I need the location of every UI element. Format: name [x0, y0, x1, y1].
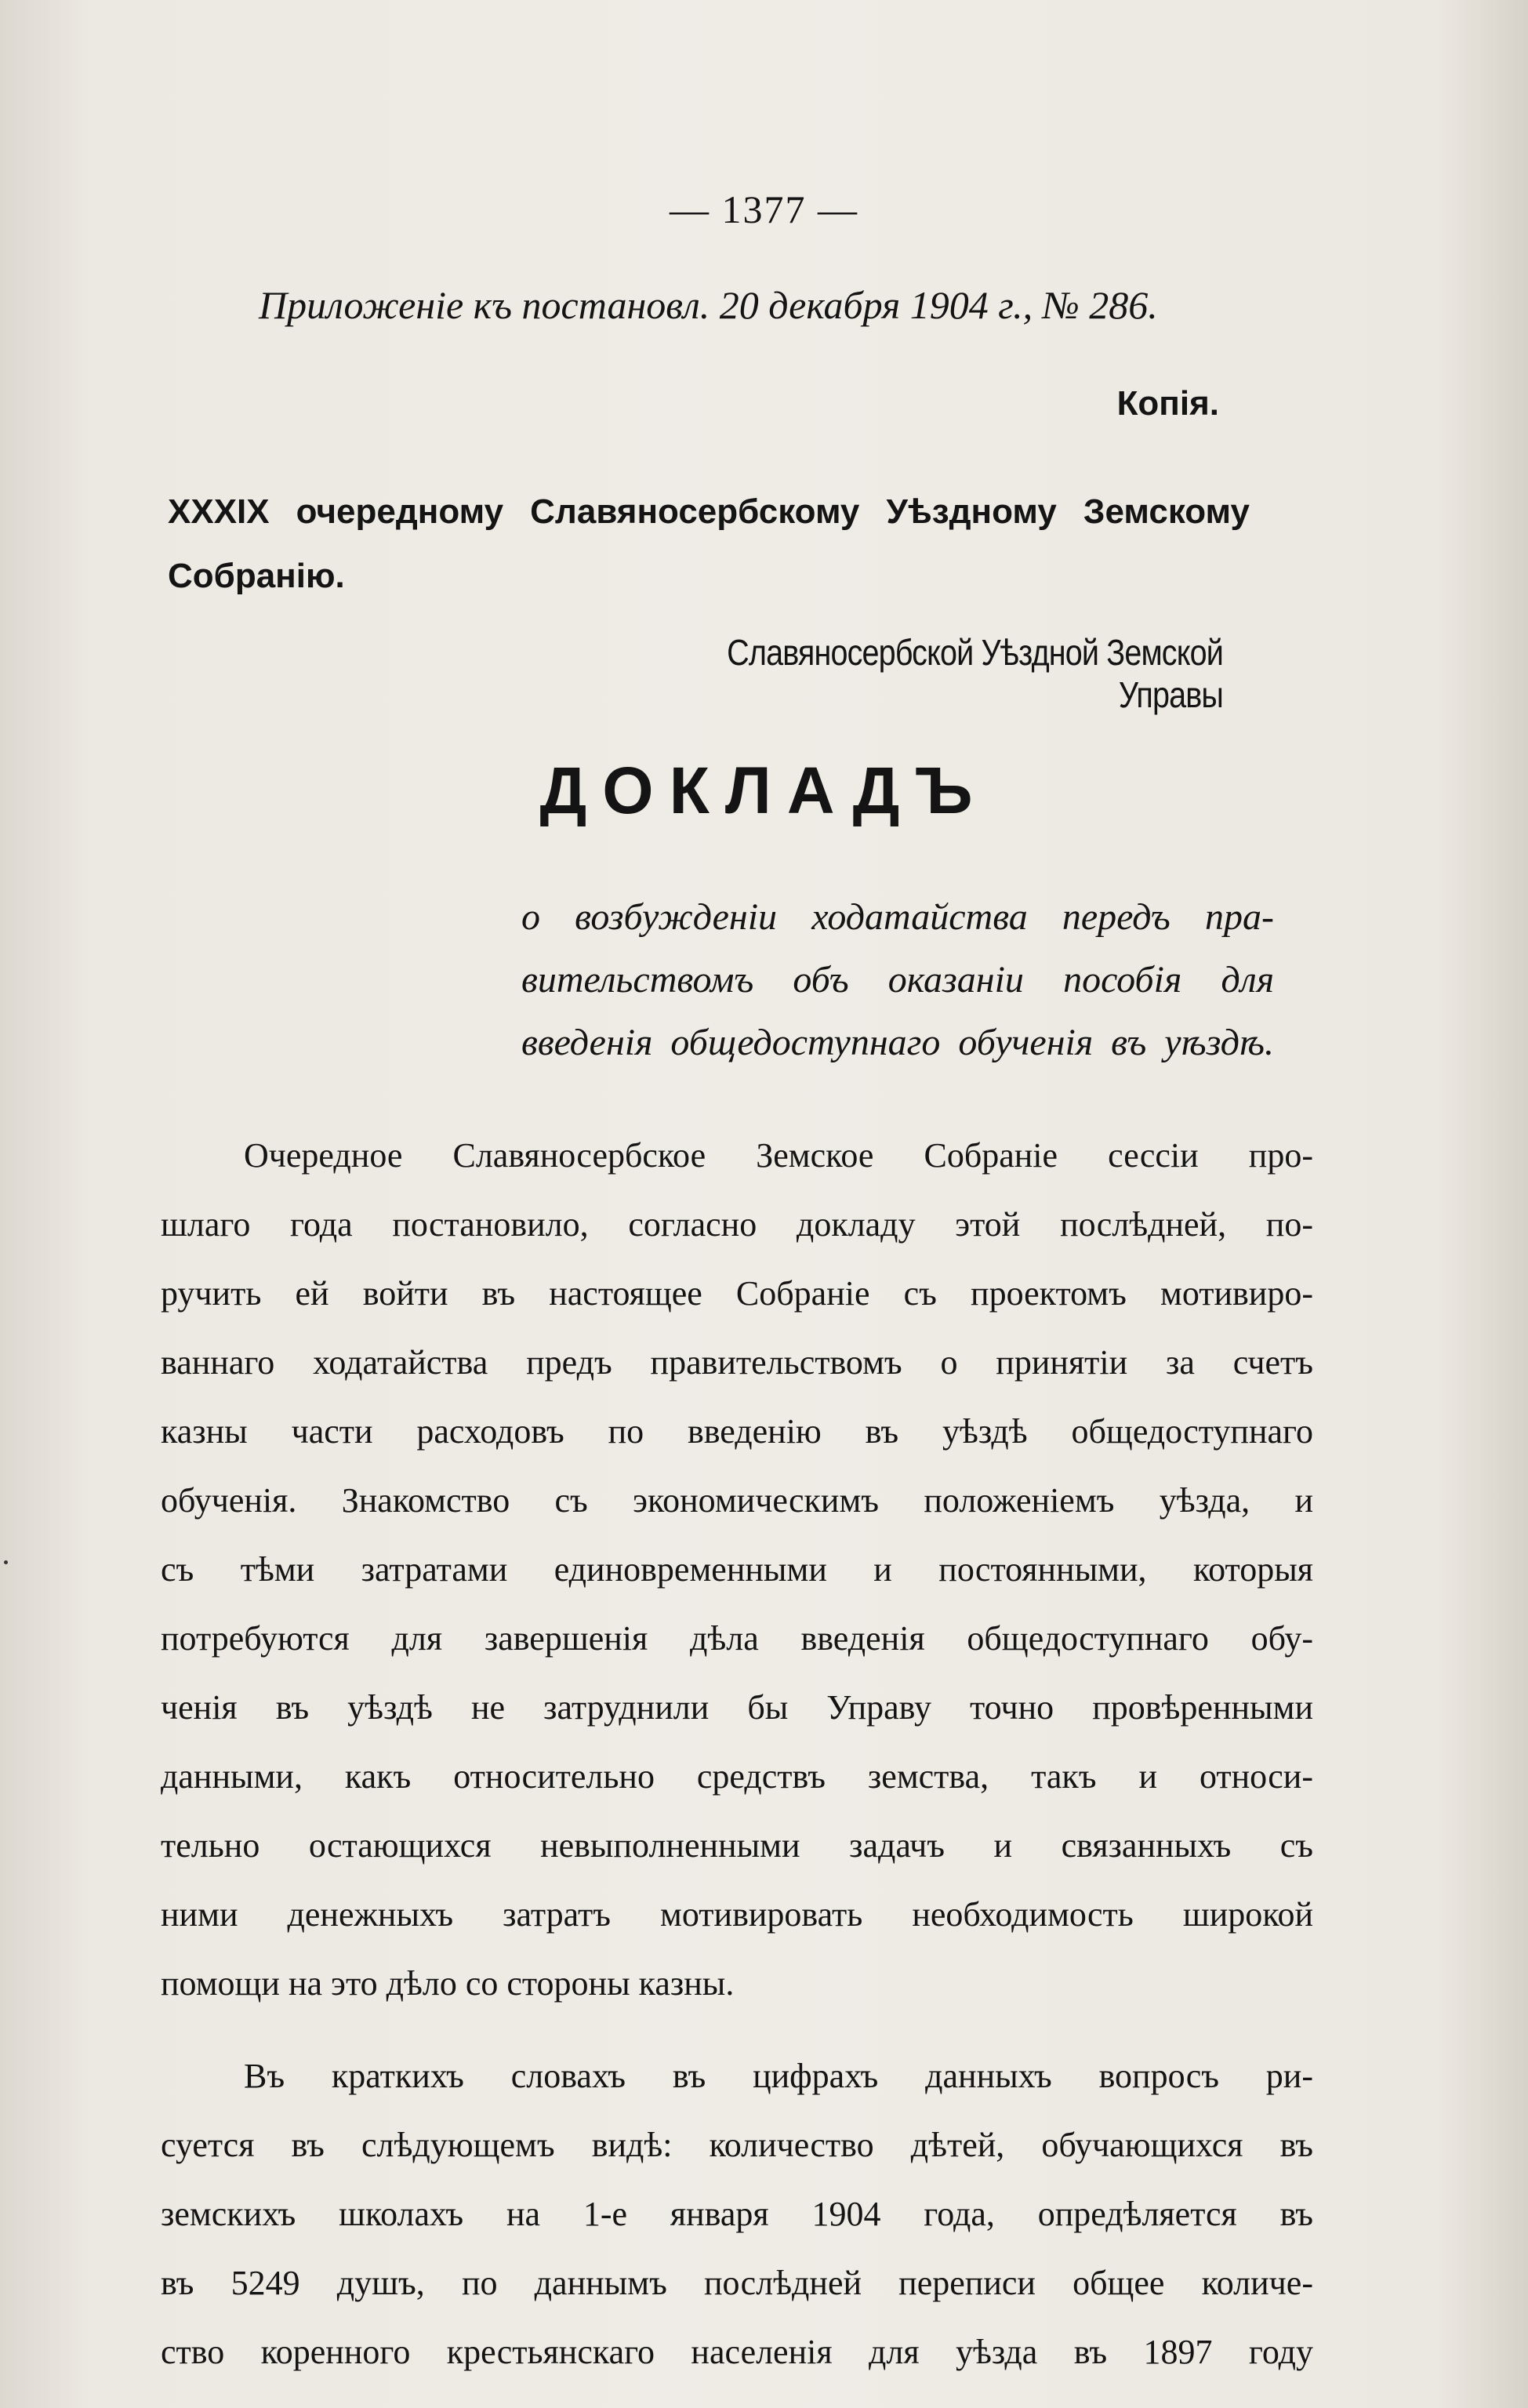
text-line: помощи на это дѣло со стороны казны. [161, 1964, 735, 2003]
text-line: Въ краткихъ словахъ въ цифрахъ данныхъ вопросъ ри- [244, 2057, 1313, 2095]
text-line: земскихъ школахъ на 1-е января 1904 года, опредѣляется въ [161, 2195, 1313, 2233]
subject-line: введенія общедоступнаго обученія въ уѣздѣ. [521, 1022, 1274, 1063]
paragraph-gap [161, 2018, 1313, 2042]
report-title: ДОКЛАДЪ [539, 754, 989, 827]
text-line: тельно остающихся невыполненными задачъ и связанныхъ съ [161, 1826, 1313, 1865]
text-line: въ 5249 душъ, по даннымъ послѣдней переписи общее количе- [161, 2264, 1313, 2302]
text-line: ченія въ уѣздѣ не затруднили бы Управу точно провѣренными [161, 1688, 1313, 1727]
text-line: обученія. Знакомство съ экономическимъ положеніемъ уѣзда, и [161, 1481, 1313, 1520]
text-line: шлаго года постановило, согласно докладу этой послѣдней, по- [161, 1205, 1313, 1244]
appendix-reference: Приложеніе къ постановл. 20 декабря 1904 г., № 286. [259, 283, 1158, 327]
text-line: съ тѣми затратами единовременными и постоянными, которыя [161, 1550, 1313, 1589]
text-line: суется въ слѣдующемъ видѣ: количество дѣтей, обучающихся въ [161, 2126, 1313, 2164]
text-line: ваннаго ходатайства предъ правительствомъ о принятіи за счетъ [161, 1343, 1313, 1382]
paragraph-2 [161, 2042, 1313, 2387]
subject-line: вительствомъ объ оказаніи пособія для [521, 959, 1274, 1001]
report-subject [521, 886, 1274, 1074]
ink-speck [4, 1560, 8, 1564]
text-line: ство коренного крестьянскаго населенія для уѣзда въ 1897 году [161, 2333, 1313, 2371]
sender-line: Славяносербской Уѣздной Земской Управы [727, 632, 1223, 715]
body-text [161, 1121, 1313, 2387]
text-line: казны части расходовъ по введенію въ уѣздѣ общедоступнаго [161, 1412, 1313, 1451]
text-line: данными, какъ относительно средствъ земства, такъ и относи- [161, 1757, 1313, 1796]
page-number: — 1377 — [670, 187, 858, 231]
subject-line: о возбужденіи ходатайства передъ пра- [521, 896, 1274, 938]
copy-label: Копія. [1116, 384, 1219, 423]
paragraph-1 [161, 1121, 1313, 2018]
text-line: потребуются для завершенія дѣла введенія общедоступнаго обу- [161, 1619, 1313, 1658]
text-line: ними денежныхъ затратъ мотивировать необходимость широкой [161, 1895, 1313, 1934]
text-line: ручить ей войти въ настоящее Собраніе съ проектомъ мотивиро- [161, 1274, 1313, 1313]
addressee-heading: XXXIX очередному Славяносербскому Уѣздному Земскому Собранію. [168, 492, 1250, 595]
text-line: Очередное Славяносербское Земское Собраніе сессіи про- [244, 1136, 1313, 1175]
